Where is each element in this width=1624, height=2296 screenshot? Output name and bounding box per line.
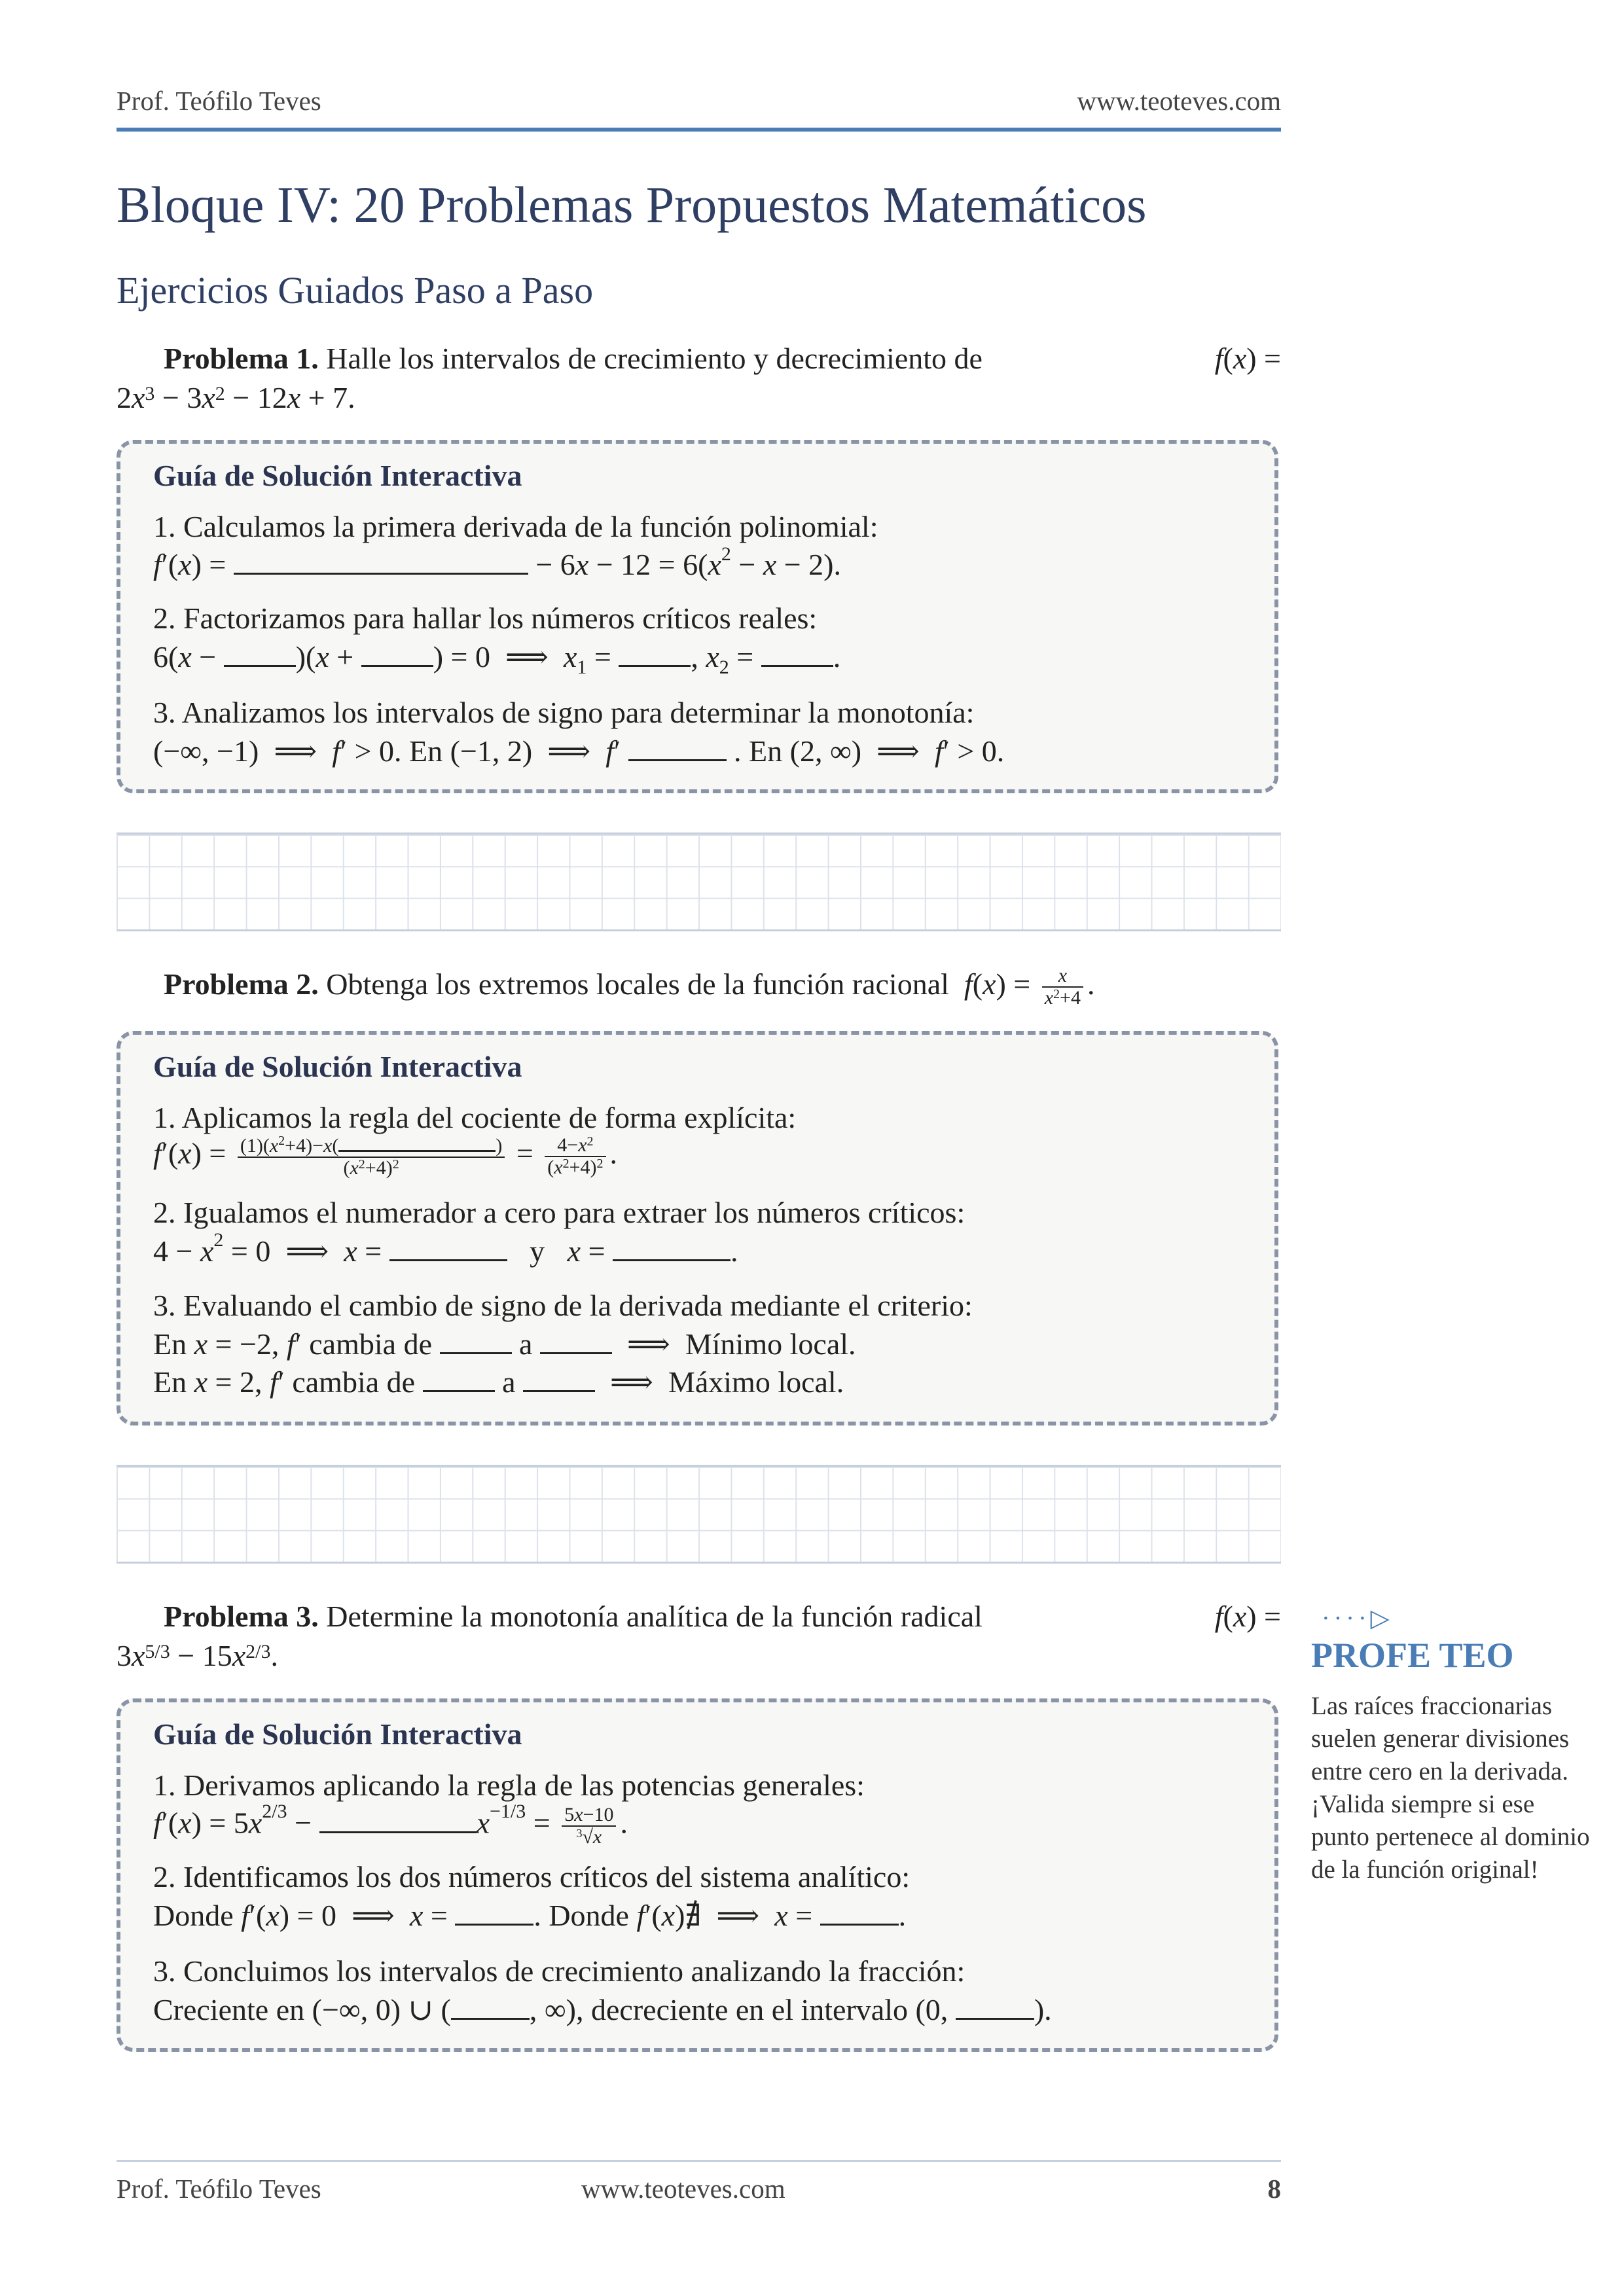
sidebar-note: Las raíces fraccionarias suelen generar divisiones entre cero en la derivada. ¡Valida siempre si ese punto pertenece al dominio de la función original! xyxy=(1311,1692,1590,1884)
answer-blank[interactable] xyxy=(619,643,691,667)
answer-blank[interactable] xyxy=(451,1996,530,2020)
step-text: 1. Calculamos la primera derivada de la función polinomial: xyxy=(153,510,878,543)
problem-1-guide xyxy=(117,440,1278,793)
step-text: 3. Analizamos los intervalos de signo para determinar la monotonía: xyxy=(153,696,975,729)
header-author: Prof. Teófilo Teves xyxy=(117,86,321,116)
problem-2-label: Problema 2. xyxy=(164,967,319,1001)
answer-blank[interactable] xyxy=(540,1330,612,1354)
footer-author: Prof. Teófilo Teves xyxy=(117,2174,321,2204)
section-subtitle: Ejercicios Guiados Paso a Paso xyxy=(117,269,594,312)
work-grid[interactable] xyxy=(117,1465,1281,1564)
guide-heading: Guía de Solución Interactiva xyxy=(153,1717,522,1751)
answer-blank[interactable] xyxy=(523,1368,595,1392)
problem-3-label: Problema 3. xyxy=(164,1600,319,1633)
sidebar-title: PROFE TEO xyxy=(1311,1636,1514,1675)
work-grid[interactable] xyxy=(117,833,1281,931)
answer-blank[interactable] xyxy=(234,550,528,575)
step-formula: En x = 2, f′ cambia de a ⟹ Máximo local. xyxy=(153,1365,844,1399)
answer-blank[interactable] xyxy=(319,1809,477,1833)
problem-1-label: Problema 1. xyxy=(164,342,319,375)
answer-blank[interactable] xyxy=(338,1134,496,1152)
answer-blank[interactable] xyxy=(389,1237,507,1261)
answer-blank[interactable] xyxy=(361,643,433,667)
step-formula: f′(x) = $\frac{(1)(x^2+4)-x( )}{(x^2+4)^2}$ = $\frac{4-x^2}{(x^2+4)^2}$ . xyxy=(153,1134,618,1179)
header-rule xyxy=(117,128,1281,132)
problem-3-guide xyxy=(117,1698,1278,2052)
header-website[interactable]: www.teoteves.com xyxy=(1077,86,1281,116)
footer-website[interactable]: www.teoteves.com xyxy=(581,2174,785,2204)
guide-heading: Guía de Solución Interactiva xyxy=(153,459,522,492)
answer-blank[interactable] xyxy=(224,643,296,667)
answer-blank[interactable] xyxy=(423,1368,495,1392)
step-text: 2. Igualamos el numerador a cero para extraer los números críticos: xyxy=(153,1196,965,1229)
answer-blank[interactable] xyxy=(628,737,727,761)
page-title: Bloque IV: 20 Problemas Propuestos Matemáticos xyxy=(117,176,1147,233)
answer-blank[interactable] xyxy=(761,643,833,667)
step-text: 3. Evaluando el cambio de signo de la derivada mediante el criterio: xyxy=(153,1289,973,1322)
sidebar-arrow-icon: ····▷ xyxy=(1322,1605,1394,1632)
step-formula: (−∞, −1) ⟹ f′ > 0. En (−1, 2) ⟹ f′ . En (2, ∞) ⟹ f′ > 0. xyxy=(153,734,1005,768)
answer-blank[interactable] xyxy=(956,1996,1034,2020)
step-formula: $f'(x) = 5x^{2/3} - x^{-1/3}$ = $\frac{5x-10}{^3√x}$ . xyxy=(153,1801,628,1848)
step-formula: En x = −2, f′ cambia de a ⟹ Mínimo local. xyxy=(153,1327,856,1361)
problem-1-statement: Problema 1. Halle los intervalos de crecimiento y decrecimiento de f(x) = $2x^3 - 3x^2 - 12x + 7$. xyxy=(117,342,1281,414)
problem-2-statement: Problema 2. Obtenga los extremos locales de la función racional f(x) = $\frac{x}{x^2+4}$ . xyxy=(164,965,1095,1009)
answer-blank[interactable] xyxy=(820,1901,899,1926)
step-text: 1. Derivamos aplicando la regla de las potencias generales: xyxy=(153,1768,865,1802)
step-text: 1. Aplicamos la regla del cociente de forma explícita: xyxy=(153,1101,797,1134)
step-formula: Creciente en (−∞, 0) ∪ ( , ∞), decreciente en el intervalo (0, ). xyxy=(153,1993,1052,2026)
step-formula: Donde f′(x) = 0 ⟹ x = . Donde f′(x)∄ ⟹ x = . xyxy=(153,1899,907,1932)
guide-heading: Guía de Solución Interactiva xyxy=(153,1050,522,1083)
page-number: 8 xyxy=(1267,2174,1281,2204)
answer-blank[interactable] xyxy=(455,1901,533,1926)
step-formula: f′(x) = − $6x - 12 = 6(x^2 - x - 2)$. xyxy=(153,543,841,581)
step-text: 3. Concluimos los intervalos de crecimiento analizando la fracción: xyxy=(153,1954,965,1988)
step-formula: $4 - x^2 = 0$ ⟹ x = y x = . xyxy=(153,1229,738,1268)
step-formula: 6(x − )(x + ) = 0 ⟹ $x_1$ = , $x_2$ = . xyxy=(153,640,841,679)
answer-blank[interactable] xyxy=(440,1330,512,1354)
problem-3-statement: Problema 3. Determine la monotonía analítica de la función radical f(x) = $3x^{5/3} - 15x^{2/3}$. xyxy=(117,1600,1281,1672)
answer-blank[interactable] xyxy=(613,1237,731,1261)
step-text: 2. Identificamos los dos números críticos del sistema analítico: xyxy=(153,1860,911,1893)
footer-rule xyxy=(117,2160,1281,2162)
problem-2-guide xyxy=(117,1031,1278,1426)
step-text: 2. Factorizamos para hallar los números críticos reales: xyxy=(153,601,818,635)
